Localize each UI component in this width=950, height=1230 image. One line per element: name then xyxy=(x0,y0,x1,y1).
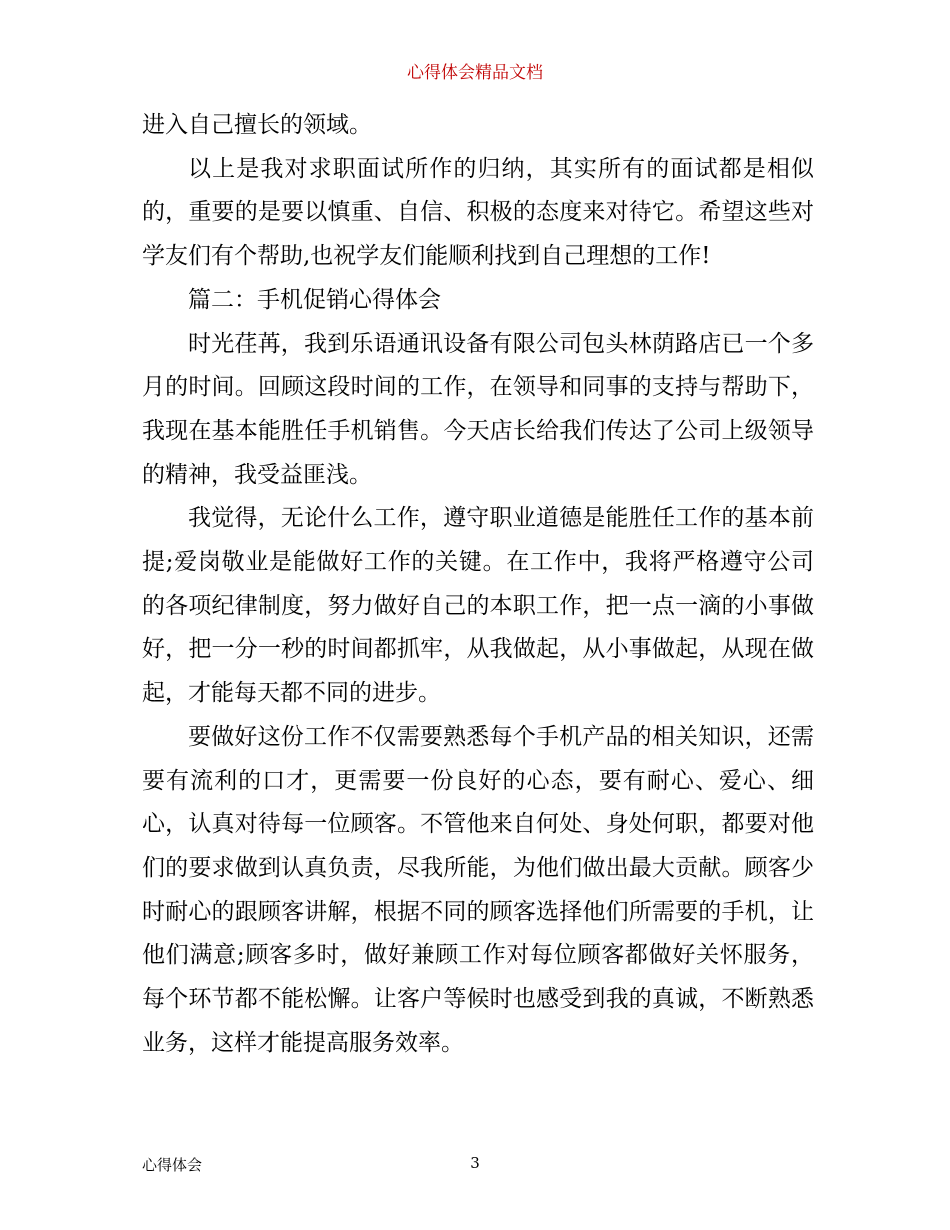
section-heading: 篇二：手机促销心得体会 xyxy=(188,286,441,313)
page-header-title: 心得体会精品文档 xyxy=(407,63,543,83)
page-number: 3 xyxy=(470,1154,480,1172)
paragraph-ethics: 我觉得，无论什么工作，遵守职业道德是能胜任工作的基本前提;爱岗敬业是能做好工作的关键。在工作中，我将严格遵守公司的各项纪律制度，努力做好自己的本职工作，把一点一滴的小事做好，把一分一秒的时间都抓牢，从我做起，从小事做起，从现在做起，才能每天都不同的进步。 xyxy=(142,505,814,707)
paragraph-summary: 以上是我对求职面试所作的归纳，其实所有的面试都是相似的，重要的是要以慎重、自信、积极的态度来对待它。希望这些对学友们有个帮助,也祝学友们能顺利找到自己理想的工作! xyxy=(142,155,814,270)
footer-label: 心得体会 xyxy=(142,1156,203,1174)
paragraph-service: 要做好这份工作不仅需要熟悉每个手机产品的相关知识，还需要有流利的口才，更需要一份良好的心态，要有耐心、爱心、细心，认真对待每一位顾客。不管他来自何处、身处何职，都要对他们的要求做到认真负责，尽我所能，为他们做出最大贡献。顾客少时耐心的跟顾客讲解，根据不同的顾客选择他们所需要的手机，让他们满意;顾客多时，做好兼顾工作对每位顾客都做好关怀服务，每个环节都不能松懈。让客户等候时也感受到我的真诚，不断熟悉业务，这样才能提高服务效率。 xyxy=(142,723,814,1056)
paragraph-intro: 时光荏苒，我到乐语通讯设备有限公司包头林荫路店已一个多月的时间。回顾这段时间的工作，在领导和同事的支持与帮助下，我现在基本能胜任手机销售。今天店长给我们传达了公司上级领导的精神，我受益匪浅。 xyxy=(142,330,814,488)
paragraph-continuation: 进入自己擅长的领域。 xyxy=(142,112,372,138)
document-body xyxy=(142,104,814,1065)
